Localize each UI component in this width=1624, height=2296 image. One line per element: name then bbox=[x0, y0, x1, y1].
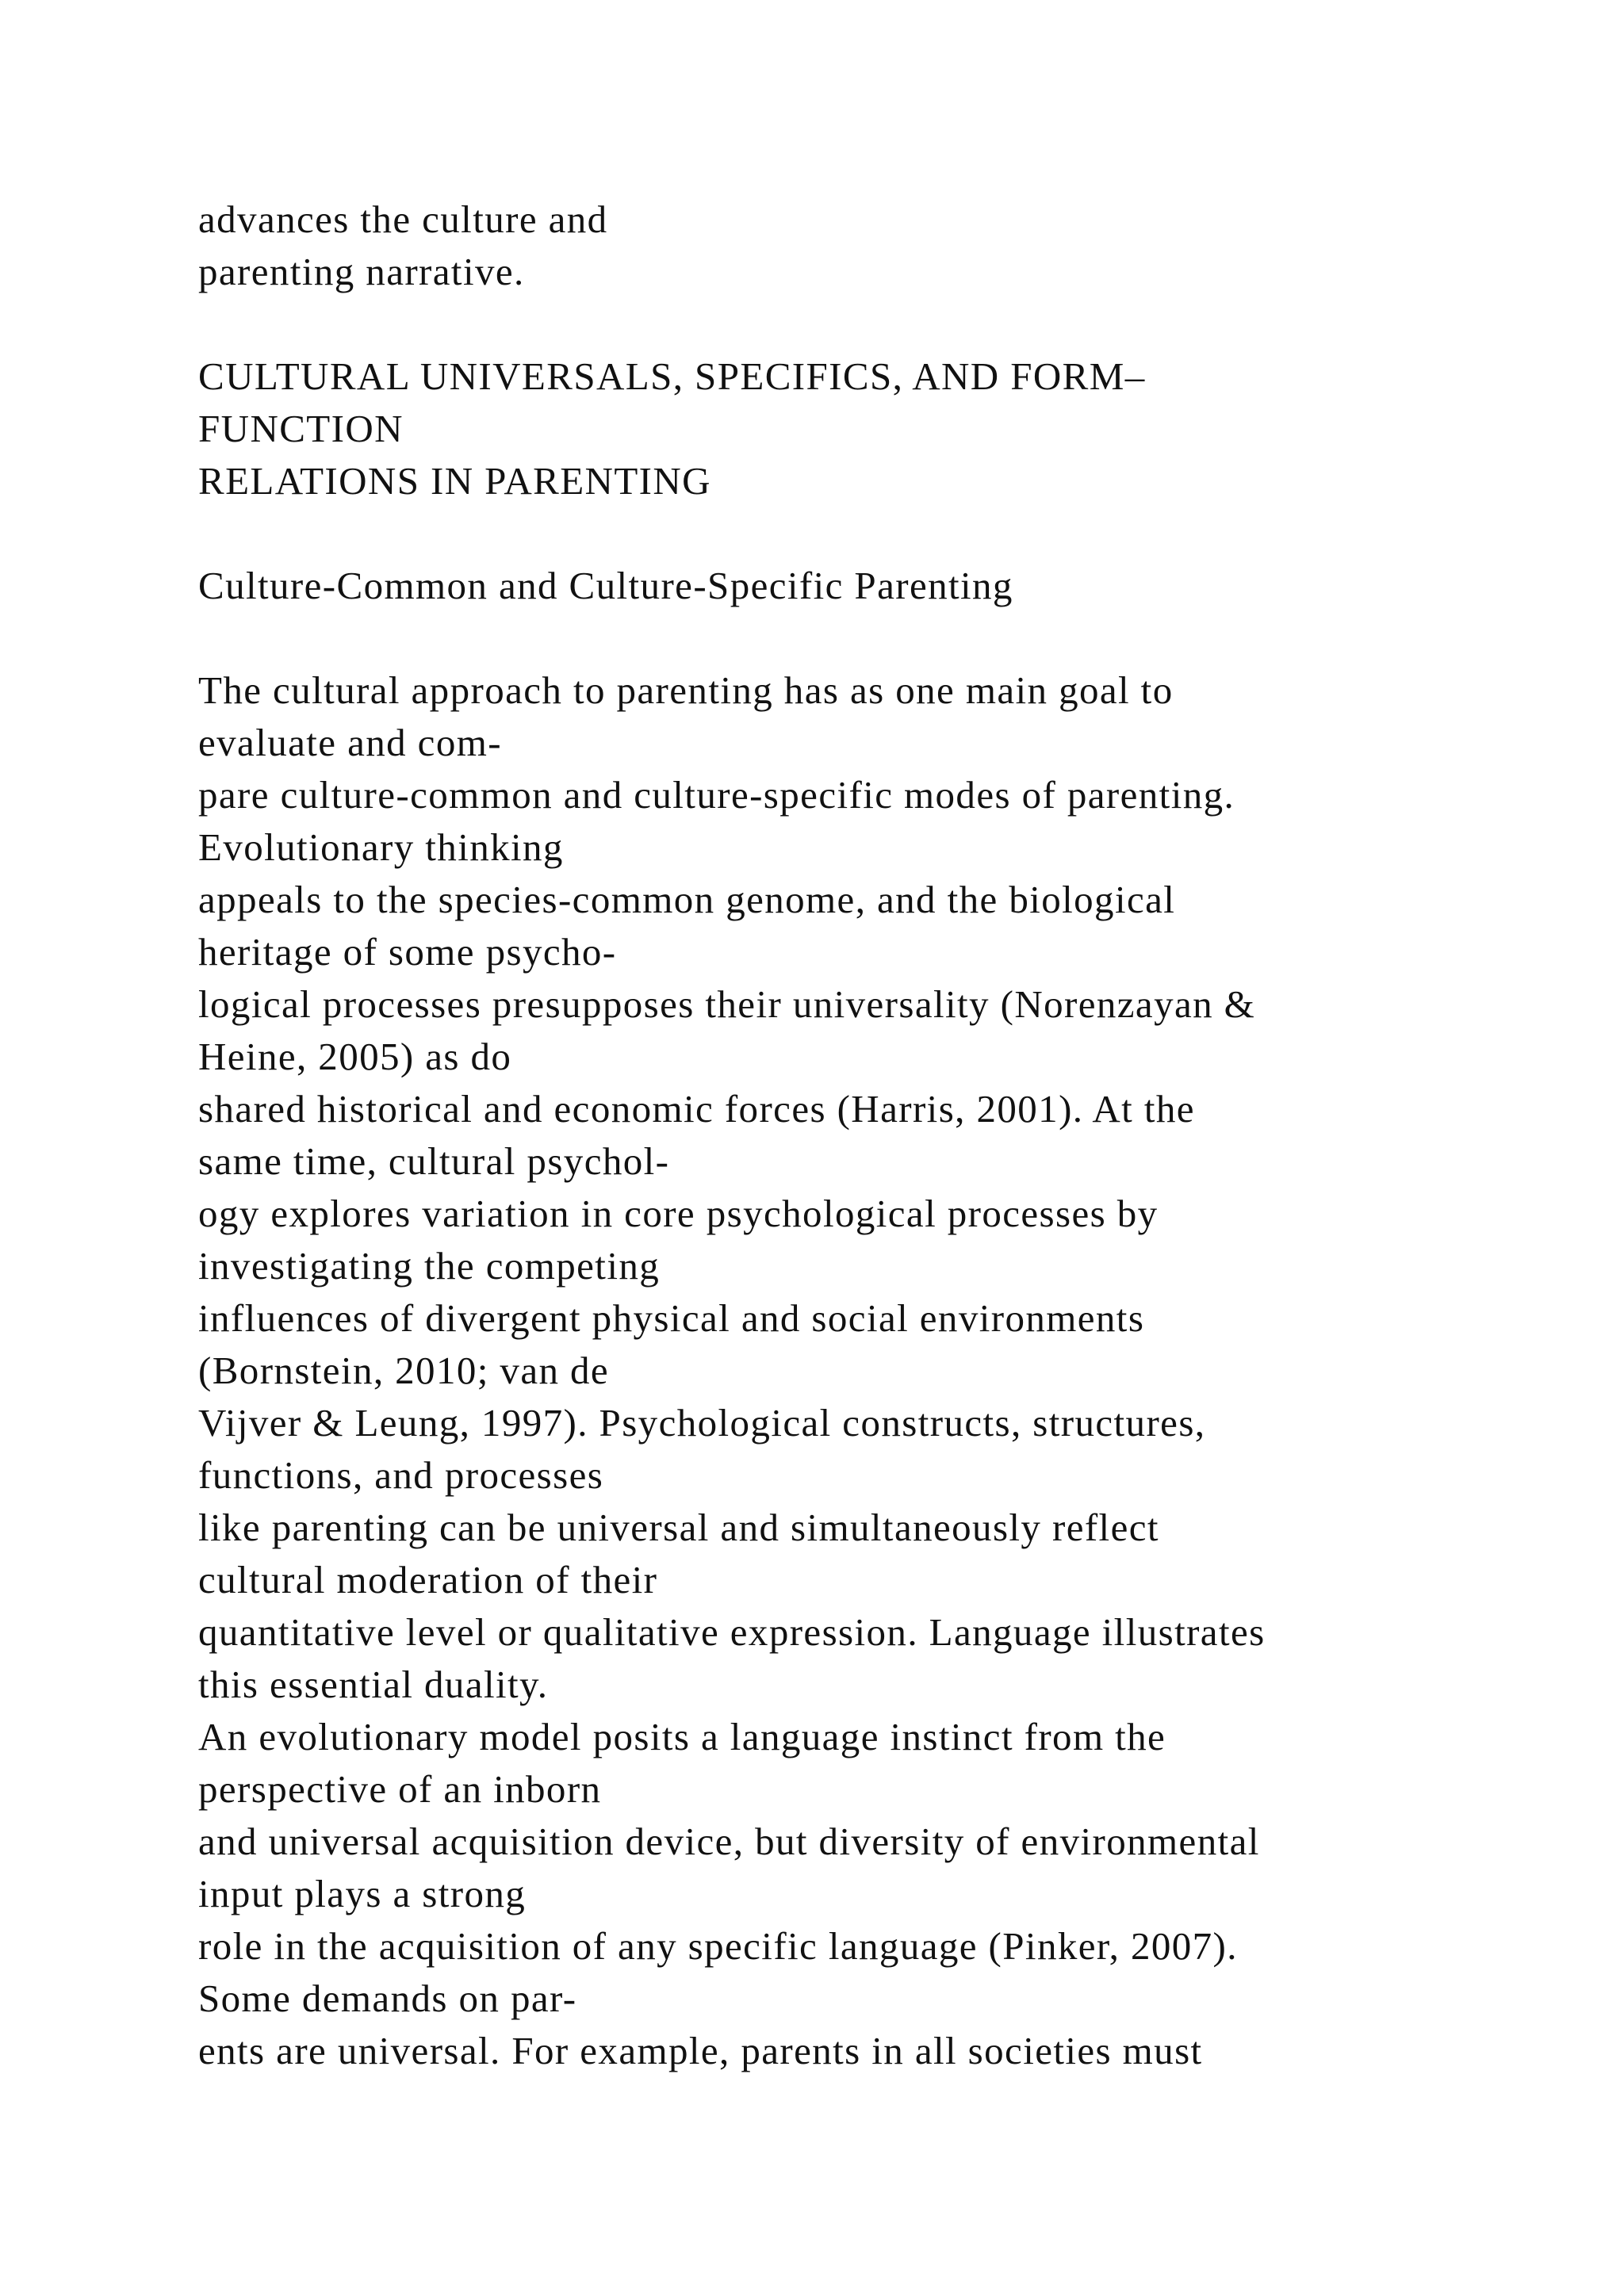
paragraph-spacer bbox=[198, 507, 1546, 560]
body-line: cultural moderation of their bbox=[198, 1558, 658, 1601]
body-line: and universal acquisition device, but diversity of environmental bbox=[198, 1820, 1260, 1863]
body-line: role in the acquisition of any specific language (Pinker, 2007). bbox=[198, 1924, 1238, 1968]
body-line: influences of divergent physical and social environments bbox=[198, 1296, 1145, 1340]
text-line: advances the culture and bbox=[198, 197, 608, 241]
body-line: same time, cultural psychol- bbox=[198, 1139, 670, 1183]
body-line: (Bornstein, 2010; van de bbox=[198, 1349, 610, 1392]
body-line: appeals to the species-common genome, and the biological bbox=[198, 878, 1176, 921]
body-line: quantitative level or qualitative expression. Language illustrates bbox=[198, 1610, 1266, 1654]
body-line: functions, and processes bbox=[198, 1453, 604, 1497]
body-line: logical processes presupposes their universality (Norenzayan & bbox=[198, 982, 1256, 1026]
body-line: pare culture-common and culture-specific modes of parenting. bbox=[198, 773, 1235, 817]
paragraph-spacer bbox=[198, 612, 1546, 664]
subheading: Culture-Common and Culture-Specific Parenting bbox=[198, 564, 1013, 607]
document-text bbox=[198, 193, 1546, 2077]
body-line: Vijver & Leung, 1997). Psychological constructs, structures, bbox=[198, 1401, 1206, 1445]
paragraph-spacer bbox=[198, 298, 1546, 350]
section-heading-line: CULTURAL UNIVERSALS, SPECIFICS, AND FORM– bbox=[198, 354, 1146, 398]
body-line: like parenting can be universal and simultaneously reflect bbox=[198, 1506, 1159, 1549]
body-line: input plays a strong bbox=[198, 1872, 527, 1915]
body-line: The cultural approach to parenting has as one main goal to bbox=[198, 668, 1174, 712]
text-line: parenting narrative. bbox=[198, 250, 525, 293]
body-line: this essential duality. bbox=[198, 1663, 549, 1706]
body-line: evaluate and com- bbox=[198, 721, 502, 764]
body-line: perspective of an inborn bbox=[198, 1767, 602, 1811]
body-line: Heine, 2005) as do bbox=[198, 1035, 512, 1078]
section-heading-line: FUNCTION bbox=[198, 407, 404, 450]
body-line: ogy explores variation in core psychological processes by bbox=[198, 1192, 1159, 1235]
section-heading-line: RELATIONS IN PARENTING bbox=[198, 459, 711, 503]
body-line: Some demands on par- bbox=[198, 1976, 577, 2020]
body-line: heritage of some psycho- bbox=[198, 930, 617, 974]
body-line: investigating the competing bbox=[198, 1244, 661, 1288]
body-line: Evolutionary thinking bbox=[198, 825, 564, 869]
body-line: An evolutionary model posits a language instinct from the bbox=[198, 1715, 1166, 1758]
body-line: shared historical and economic forces (Harris, 2001). At the bbox=[198, 1087, 1195, 1131]
body-line: ents are universal. For example, parents in all societies must bbox=[198, 2029, 1203, 2072]
